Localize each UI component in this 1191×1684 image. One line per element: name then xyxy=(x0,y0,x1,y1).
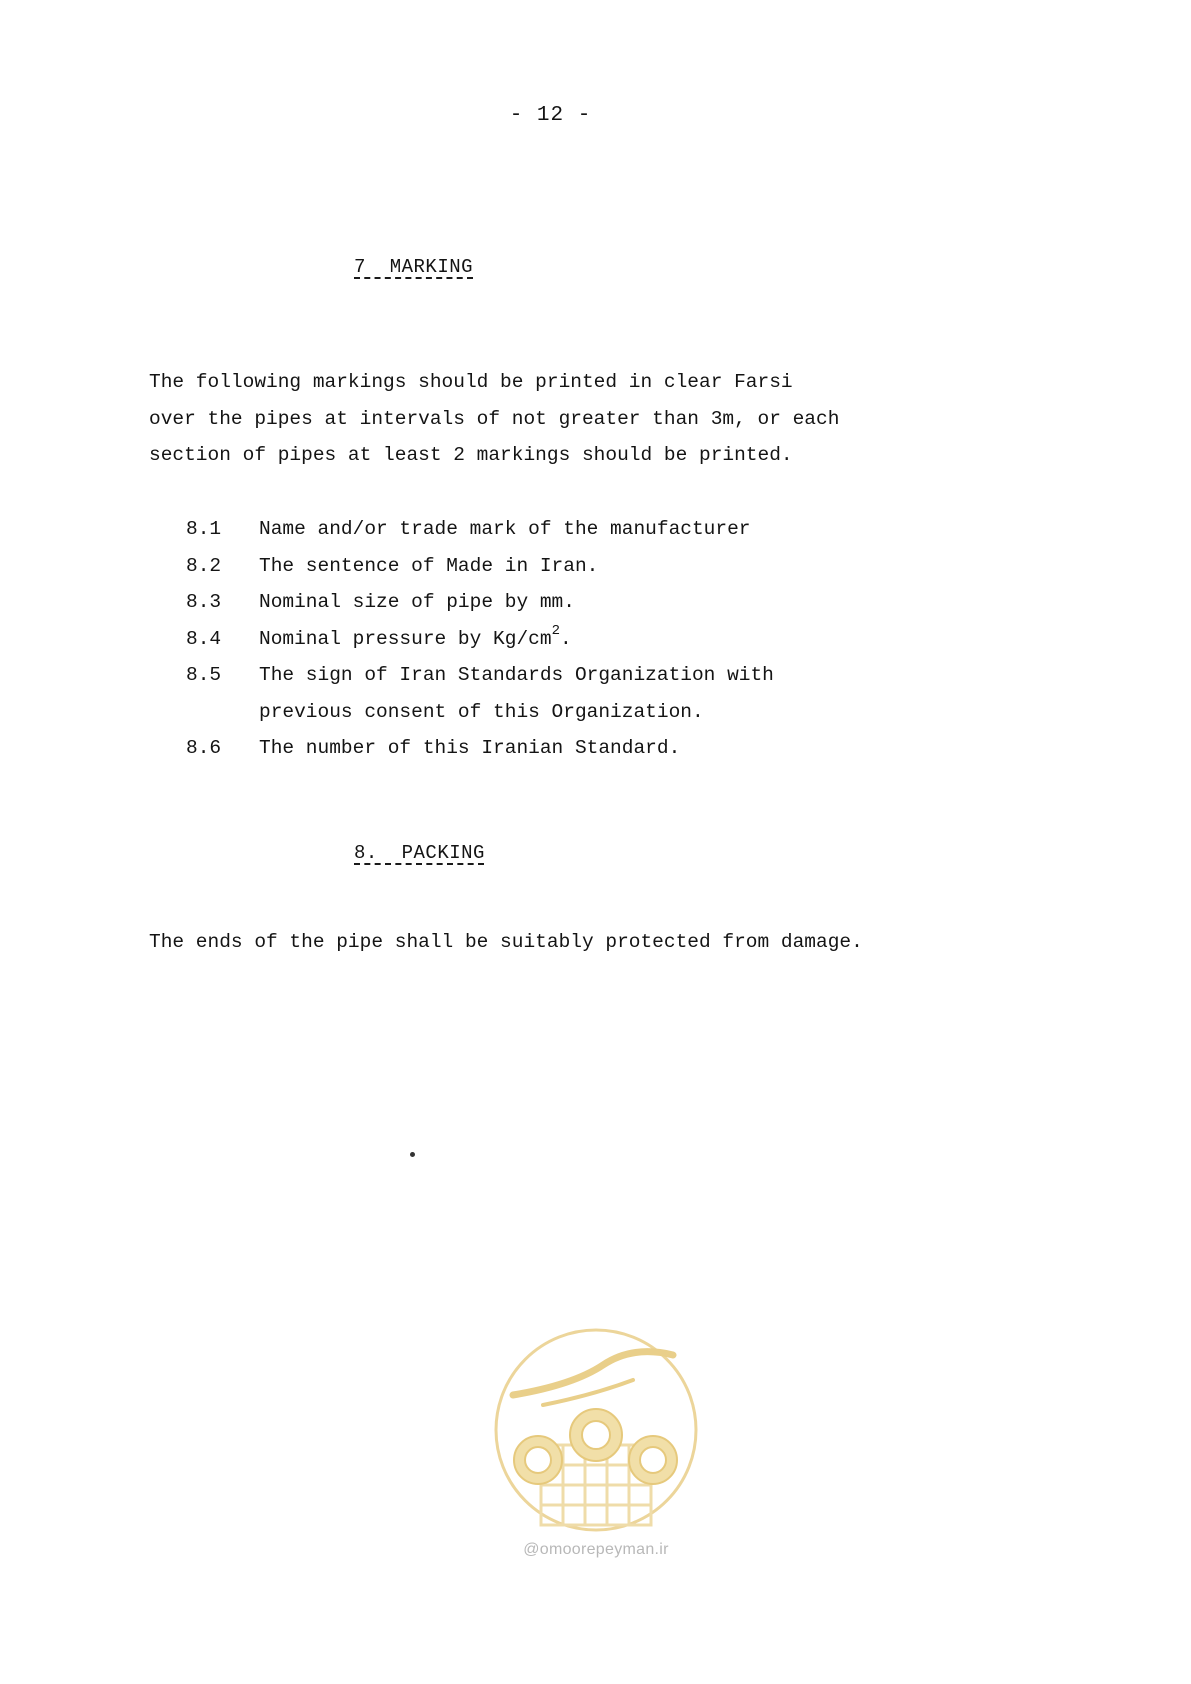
watermark-seal-icon xyxy=(483,1325,709,1535)
item-number: 8.1 xyxy=(186,518,222,540)
intro-line: over the pipes at intervals of not greater than 3m, or each xyxy=(149,407,840,430)
intro-line: section of pipes at least 2 markings should be printed. xyxy=(149,444,793,466)
item-number: 8.2 xyxy=(186,554,222,577)
scan-speck xyxy=(410,1152,415,1157)
watermark-logo xyxy=(483,1325,709,1575)
list-item xyxy=(186,548,774,585)
marking-items-list xyxy=(186,511,774,767)
item-text: The sign of Iran Standards Organization with xyxy=(259,664,774,686)
item-text: Nominal pressure by Kg/cm xyxy=(259,627,552,650)
item-number: 8.3 xyxy=(186,591,222,613)
section-heading-marking: 7 MARKING xyxy=(354,256,474,278)
item-text: Name and/or trade mark of the manufacturer xyxy=(259,518,751,540)
list-item xyxy=(186,657,774,694)
item-text-with-superscript xyxy=(259,621,572,658)
item-text: The sentence of Made in Iran. xyxy=(259,554,599,577)
item-text: previous consent of this Organization. xyxy=(259,700,704,723)
list-item xyxy=(186,511,774,548)
page-number: - 12 - xyxy=(509,104,592,127)
section-heading-packing: 8. PACKING xyxy=(354,842,485,864)
item-suffix: . xyxy=(559,627,572,650)
list-item xyxy=(186,584,774,621)
superscript: 2 xyxy=(551,622,560,639)
packing-paragraph: The ends of the pipe shall be suitably protected from damage. xyxy=(149,931,863,953)
list-item-continuation xyxy=(186,694,774,731)
watermark-url: @omoorepeyman.ir xyxy=(523,1541,669,1558)
intro-line: The following markings should be printed in clear Farsi xyxy=(149,371,793,393)
list-item xyxy=(186,621,774,658)
item-number: 8.5 xyxy=(186,664,222,686)
marking-intro-paragraph xyxy=(149,364,839,474)
item-number: 8.4 xyxy=(186,627,222,650)
item-text: Nominal size of pipe by mm. xyxy=(259,591,575,613)
item-text: The number of this Iranian Standard. xyxy=(259,737,681,759)
list-item xyxy=(186,730,774,767)
item-number: 8.6 xyxy=(186,737,222,759)
